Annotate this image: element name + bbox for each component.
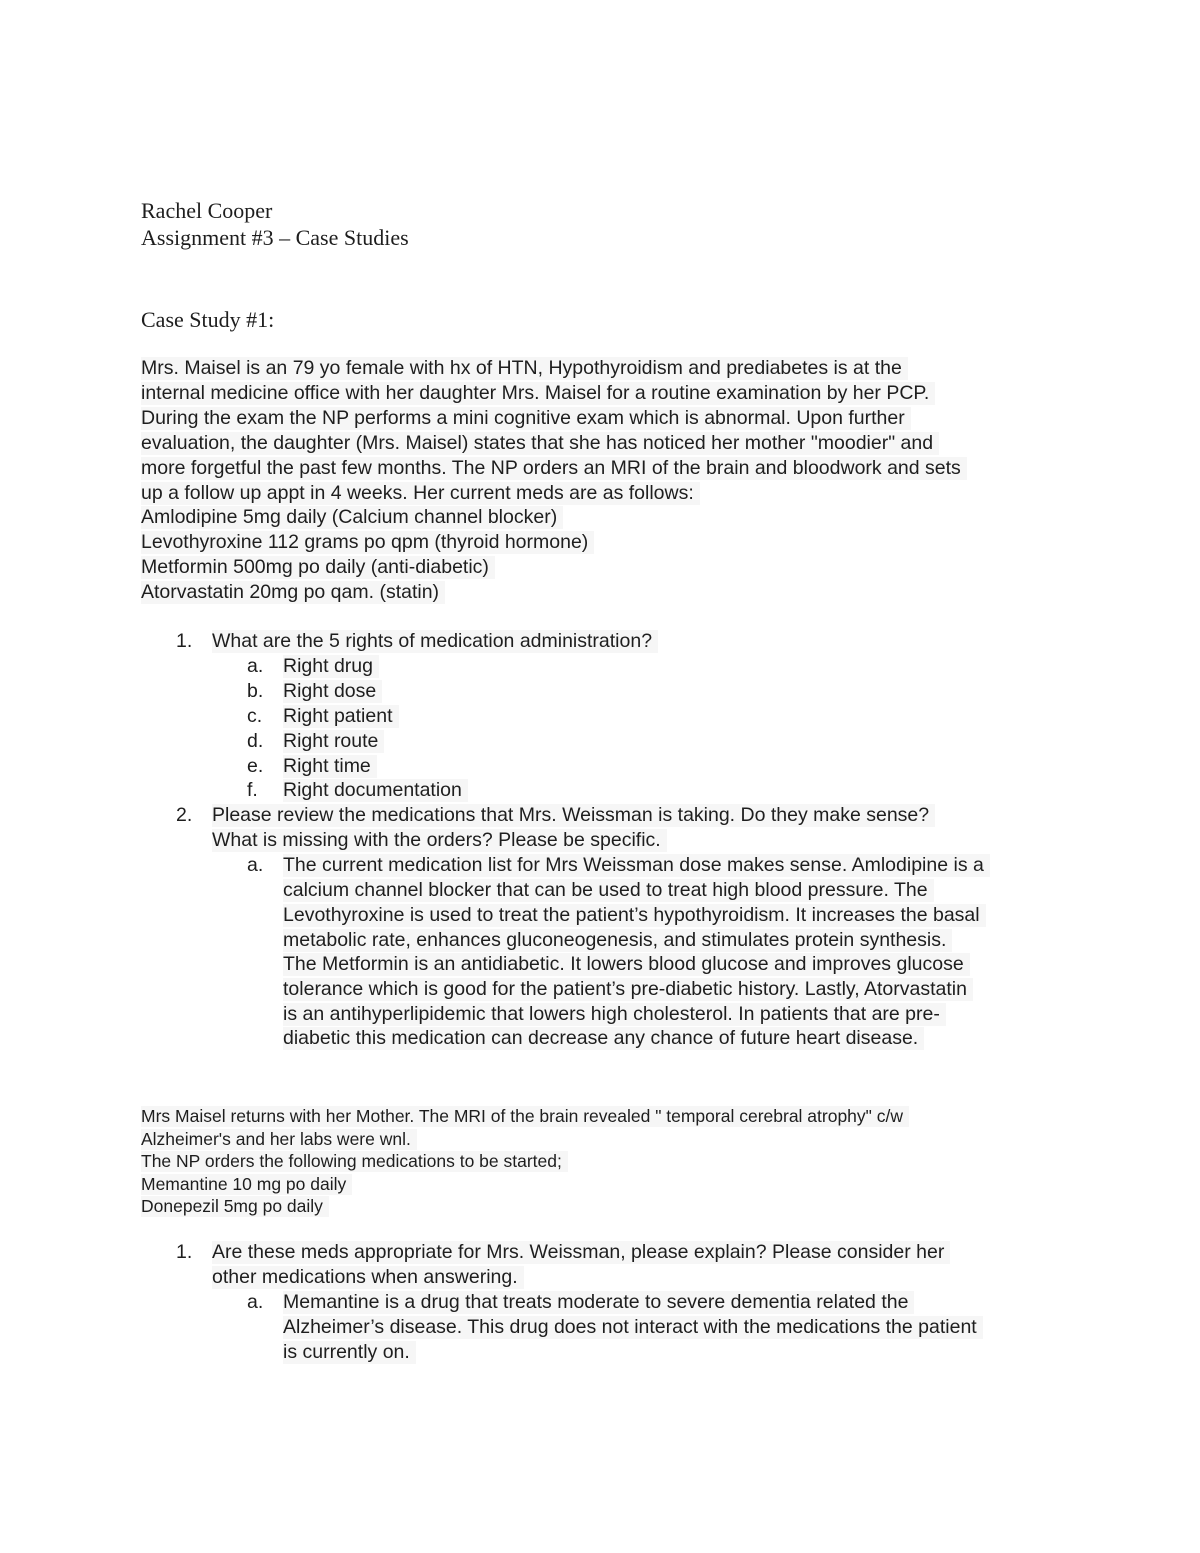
answer-label: a. — [247, 1291, 264, 1313]
question-text: Please review the medications that Mrs. Weissman is taking. Do they make sense? — [212, 804, 935, 827]
answer-text: Right route — [283, 730, 384, 753]
intro-line: internal medicine office with her daughter Mrs. Maisel for a routine examination by her PCP. — [141, 382, 935, 405]
answer-text: calcium channel blocker that can be used to treat high blood pressure. The — [283, 879, 934, 902]
med-item: Metformin 500mg po daily (anti-diabetic) — [141, 556, 495, 579]
intro-line: During the exam the NP performs a mini cognitive exam which is abnormal. Upon further — [141, 407, 911, 430]
followup-line: Memantine 10 mg po daily — [141, 1174, 352, 1195]
question-number: 1. — [176, 1241, 193, 1263]
answer-label: f. — [247, 779, 258, 801]
answer-text: Right patient — [283, 705, 399, 728]
answer-label: e. — [247, 755, 264, 777]
answer-text: Alzheimer’s disease. This drug does not interact with the medications the patient — [283, 1316, 983, 1339]
answer-label: a. — [247, 655, 264, 677]
answer-text: Right documentation — [283, 779, 468, 802]
answer-label: a. — [247, 854, 264, 876]
answer-text: Right dose — [283, 680, 382, 703]
question-text: Are these meds appropriate for Mrs. Weissman, please explain? Please consider her — [212, 1241, 950, 1264]
answer-text: Right drug — [283, 655, 379, 678]
answer-text: diabetic this medication can decrease any chance of future heart disease. — [283, 1027, 924, 1050]
question-text: What are the 5 rights of medication administration? — [212, 630, 658, 653]
followup-line: Mrs Maisel returns with her Mother. The MRI of the brain revealed " temporal cerebral atrophy" c/w — [141, 1106, 909, 1127]
question-number: 2. — [176, 804, 193, 826]
answer-label: c. — [247, 705, 263, 727]
answer-label: b. — [247, 680, 264, 702]
intro-line: Mrs. Maisel is an 79 yo female with hx of HTN, Hypothyroidism and prediabetes is at the — [141, 357, 908, 380]
followup-line: Alzheimer's and her labs were wnl. — [141, 1129, 417, 1150]
intro-line: up a follow up appt in 4 weeks. Her current meds are as follows: — [141, 482, 700, 505]
question-number: 1. — [176, 630, 193, 652]
answer-text: is an antihyperlipidemic that lowers high cholesterol. In patients that are pre- — [283, 1003, 946, 1026]
intro-line: more forgetful the past few months. The NP orders an MRI of the brain and bloodwork and sets — [141, 457, 967, 480]
assignment-title: Assignment #3 – Case Studies — [141, 225, 409, 250]
answer-text: The Metformin is an antidiabetic. It lowers blood glucose and improves glucose — [283, 953, 970, 976]
answer-text: The current medication list for Mrs Weissman dose makes sense. Amlodipine is a — [283, 854, 990, 877]
med-item: Amlodipine 5mg daily (Calcium channel blocker) — [141, 506, 563, 529]
answer-text: tolerance which is good for the patient’s pre-diabetic history. Lastly, Atorvastatin — [283, 978, 973, 1001]
med-item: Atorvastatin 20mg po qam. (statin) — [141, 581, 445, 604]
author-name: Rachel Cooper — [141, 198, 273, 223]
answer-text: metabolic rate, enhances gluconeogenesis, and stimulates protein synthesis. — [283, 929, 952, 952]
answer-text: Memantine is a drug that treats moderate to severe dementia related the — [283, 1291, 914, 1314]
answer-label: d. — [247, 730, 264, 752]
followup-line: The NP orders the following medications to be started; — [141, 1151, 568, 1172]
answer-text: is currently on. — [283, 1341, 416, 1364]
followup-line: Donepezil 5mg po daily — [141, 1196, 329, 1217]
answer-text: Levothyroxine is used to treat the patient’s hypothyroidism. It increases the basal — [283, 904, 986, 927]
question-text: other medications when answering. — [212, 1266, 524, 1289]
intro-line: evaluation, the daughter (Mrs. Maisel) states that she has noticed her mother "moodier" and — [141, 432, 939, 455]
case-study-title: Case Study #1: — [141, 307, 275, 332]
med-item: Levothyroxine 112 grams po qpm (thyroid hormone) — [141, 531, 594, 554]
answer-text: Right time — [283, 755, 377, 778]
question-text: What is missing with the orders? Please be specific. — [212, 829, 667, 852]
